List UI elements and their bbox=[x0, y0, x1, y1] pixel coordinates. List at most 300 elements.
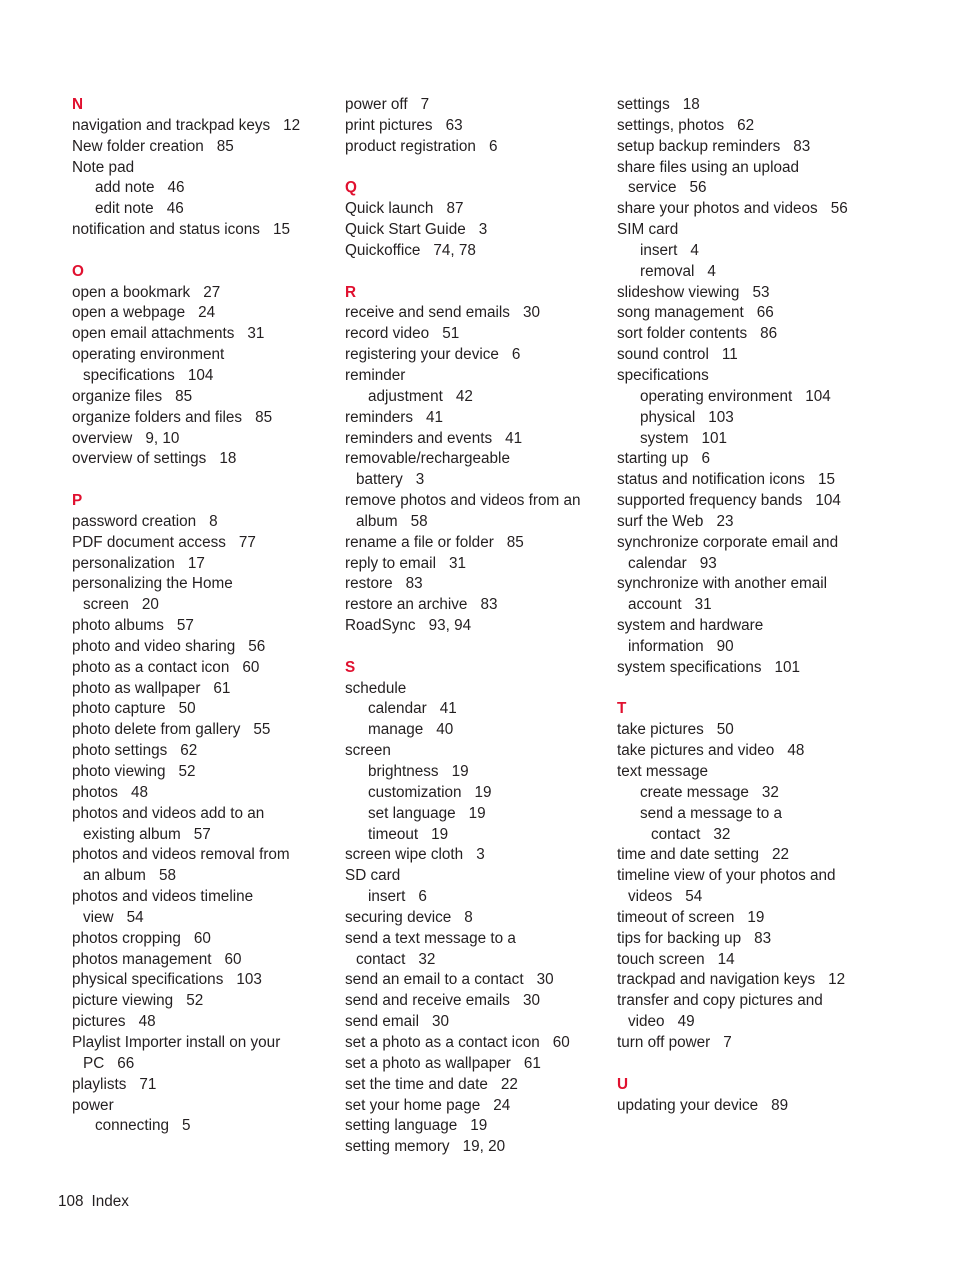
entry-page-ref: 7 bbox=[420, 96, 430, 113]
entry-term: time and date setting bbox=[617, 846, 760, 864]
entry-term: account bbox=[628, 596, 682, 614]
index-entry bbox=[617, 845, 917, 866]
entry-term: removable/rechargeable bbox=[345, 450, 510, 468]
entry-page-ref: 19 bbox=[470, 1117, 488, 1135]
entry-term: turn off power bbox=[617, 1033, 711, 1051]
index-entry bbox=[345, 533, 615, 554]
entry-term: adjustment bbox=[368, 387, 443, 405]
index-entry bbox=[345, 866, 615, 887]
index-entry bbox=[617, 1096, 917, 1117]
entry-term: playlists bbox=[72, 1075, 127, 1093]
entry-term: setting memory bbox=[345, 1138, 450, 1156]
index-entry bbox=[72, 554, 342, 575]
index-subentry bbox=[345, 825, 615, 846]
entry-term: status and notification icons bbox=[617, 471, 805, 489]
entry-page-ref: 27 bbox=[203, 283, 221, 301]
section-gap bbox=[345, 262, 615, 283]
entry-page-ref: 6 bbox=[418, 888, 427, 906]
entry-page-ref: 48 bbox=[138, 1013, 156, 1031]
entry-page-ref: 24 bbox=[198, 304, 216, 322]
entry-page-ref: 41 bbox=[505, 429, 523, 447]
entry-page-ref: 85 bbox=[255, 408, 273, 426]
index-entry bbox=[345, 366, 615, 387]
entry-term: photo viewing bbox=[72, 763, 166, 780]
entry-page-ref: 6 bbox=[701, 450, 710, 468]
entry-term: schedule bbox=[345, 679, 407, 697]
index-subentry bbox=[617, 408, 917, 429]
index-subentry bbox=[617, 637, 917, 658]
entry-term: share your photos and videos bbox=[617, 200, 818, 218]
entry-page-ref: 62 bbox=[737, 116, 755, 134]
entry-term: video bbox=[628, 1013, 665, 1031]
entry-term: New folder creation bbox=[72, 137, 204, 155]
entry-term: supported frequency bands bbox=[617, 492, 803, 510]
entry-page-ref: 54 bbox=[685, 888, 703, 906]
entry-term: transfer and copy pictures and bbox=[617, 992, 823, 1010]
index-entry bbox=[72, 449, 342, 470]
entry-term: reminders bbox=[345, 408, 414, 426]
entry-term: send an email to a contact bbox=[345, 971, 524, 989]
entry-page-ref: 24 bbox=[493, 1096, 511, 1114]
index-entry bbox=[617, 137, 917, 158]
entry-term: song management bbox=[617, 304, 744, 322]
entry-term: navigation and trackpad keys bbox=[72, 116, 271, 134]
index-entry bbox=[72, 533, 342, 554]
entry-page-ref: 42 bbox=[455, 387, 473, 405]
entry-page-ref: 48 bbox=[130, 783, 148, 801]
entry-term: system and hardware bbox=[617, 617, 764, 635]
index-entry bbox=[617, 970, 917, 991]
entry-term: slideshow viewing bbox=[617, 283, 740, 301]
index-entry bbox=[345, 429, 615, 450]
entry-page-ref: 58 bbox=[158, 867, 176, 885]
index-subentry bbox=[72, 1054, 342, 1075]
entry-term: photo and video sharing bbox=[72, 637, 236, 655]
entry-term: add note bbox=[95, 179, 155, 197]
entry-page-ref: 52 bbox=[178, 763, 196, 780]
entry-page-ref: 20 bbox=[141, 596, 159, 614]
entry-term: Note pad bbox=[72, 158, 135, 176]
entry-page-ref: 32 bbox=[761, 783, 779, 801]
entry-term: touch screen bbox=[617, 950, 705, 968]
entry-term: organize folders and files bbox=[72, 408, 243, 426]
index-entry bbox=[345, 679, 615, 700]
entry-term: product registration bbox=[345, 137, 476, 155]
entry-page-ref: 30 bbox=[536, 971, 554, 989]
index-subentry bbox=[72, 1116, 342, 1137]
entry-term: text message bbox=[617, 763, 708, 780]
entry-term: rename a file or folder bbox=[345, 533, 494, 551]
index-entry bbox=[72, 429, 342, 450]
entry-page-ref: 61 bbox=[213, 679, 231, 697]
entry-page-ref: 12 bbox=[828, 971, 846, 989]
entry-term: operating environment bbox=[640, 387, 793, 405]
entry-term: service bbox=[628, 179, 677, 197]
entry-page-ref: 31 bbox=[448, 554, 466, 572]
entry-page-ref: 17 bbox=[187, 554, 205, 572]
page-footer bbox=[58, 1191, 129, 1213]
entry-page-ref: 58 bbox=[410, 512, 428, 530]
entry-term: reminder bbox=[345, 366, 406, 384]
entry-page-ref: 56 bbox=[830, 200, 848, 218]
entry-page-ref: 74, 78 bbox=[433, 241, 476, 259]
index-letter-heading: Q bbox=[345, 179, 357, 197]
entry-term: securing device bbox=[345, 908, 452, 926]
entry-term: specifications bbox=[617, 366, 709, 384]
entry-term: photo capture bbox=[72, 700, 166, 718]
index-subentry bbox=[72, 825, 342, 846]
index-letter-heading: P bbox=[72, 492, 83, 510]
index-subentry bbox=[345, 470, 615, 491]
entry-term: timeout of screen bbox=[617, 908, 735, 926]
entry-page-ref: 32 bbox=[418, 950, 436, 968]
entry-term: screen bbox=[83, 596, 129, 614]
footer-label: Index bbox=[91, 1193, 129, 1210]
index-subentry bbox=[345, 512, 615, 533]
index-entry bbox=[617, 449, 917, 470]
index-subentry bbox=[617, 783, 917, 804]
entry-term: sort folder contents bbox=[617, 325, 748, 343]
section-gap bbox=[72, 470, 342, 491]
index-letter-heading: N bbox=[72, 96, 84, 113]
index-entry bbox=[345, 616, 615, 637]
entry-term: PC bbox=[83, 1054, 105, 1072]
page-number: 108 bbox=[58, 1193, 84, 1210]
entry-page-ref: 85 bbox=[175, 387, 193, 405]
entry-term: photos and videos timeline bbox=[72, 888, 254, 906]
index-subentry bbox=[617, 1012, 917, 1033]
entry-page-ref: 85 bbox=[506, 533, 524, 551]
entry-term: view bbox=[83, 908, 114, 926]
index-entry bbox=[72, 699, 342, 720]
entry-term: organize files bbox=[72, 387, 163, 405]
entry-term: restore bbox=[345, 575, 393, 593]
index-entry bbox=[72, 137, 342, 158]
entry-term: remove photos and videos from an bbox=[345, 492, 581, 510]
entry-page-ref: 50 bbox=[178, 700, 196, 718]
index-entry bbox=[345, 1033, 615, 1054]
entry-term: system specifications bbox=[617, 658, 762, 676]
index-entry bbox=[617, 866, 917, 887]
entry-page-ref: 9, 10 bbox=[145, 429, 180, 447]
entry-term: information bbox=[628, 637, 704, 655]
entry-page-ref: 60 bbox=[242, 658, 260, 676]
entry-term: power off bbox=[345, 96, 408, 113]
index-entry bbox=[345, 908, 615, 929]
index-entry bbox=[617, 929, 917, 950]
index-letter-heading: O bbox=[72, 262, 84, 280]
index-entry bbox=[345, 1096, 615, 1117]
entry-page-ref: 60 bbox=[193, 929, 211, 947]
index-subentry bbox=[617, 387, 917, 408]
index-entry bbox=[72, 741, 342, 762]
entry-page-ref: 48 bbox=[787, 742, 805, 760]
entry-page-ref: 83 bbox=[793, 137, 811, 155]
entry-page-ref: 22 bbox=[772, 846, 790, 864]
index-subentry bbox=[72, 199, 342, 220]
entry-page-ref: 51 bbox=[442, 325, 460, 343]
index-entry bbox=[72, 1075, 342, 1096]
entry-page-ref: 66 bbox=[756, 304, 774, 322]
entry-term: photo delete from gallery bbox=[72, 721, 241, 739]
entry-page-ref: 19 bbox=[474, 783, 492, 801]
index-subentry bbox=[345, 762, 615, 783]
index-entry bbox=[345, 970, 615, 991]
entry-page-ref: 14 bbox=[717, 950, 735, 968]
index-entry bbox=[72, 116, 342, 137]
entry-term: photo albums bbox=[72, 617, 164, 635]
index-entry bbox=[345, 241, 615, 262]
entry-term: send a text message to a bbox=[345, 929, 516, 947]
index-subentry bbox=[72, 178, 342, 199]
index-entry bbox=[72, 158, 342, 179]
entry-term: setting language bbox=[345, 1117, 458, 1135]
entry-page-ref: 57 bbox=[193, 825, 211, 843]
entry-page-ref: 104 bbox=[815, 492, 841, 510]
index-letter-heading: S bbox=[345, 658, 356, 676]
entry-page-ref: 30 bbox=[431, 1013, 449, 1031]
index-entry bbox=[72, 408, 342, 429]
entry-page-ref: 41 bbox=[439, 700, 457, 718]
entry-term: picture viewing bbox=[72, 992, 174, 1010]
entry-term: operating environment bbox=[72, 346, 225, 364]
entry-term: receive and send emails bbox=[345, 304, 510, 322]
entry-term: an album bbox=[83, 867, 146, 885]
entry-term: edit note bbox=[95, 200, 154, 218]
entry-page-ref: 93 bbox=[699, 554, 717, 572]
entry-term: power bbox=[72, 1096, 114, 1114]
entry-page-ref: 3 bbox=[476, 846, 485, 864]
entry-page-ref: 52 bbox=[186, 992, 204, 1010]
entry-page-ref: 8 bbox=[209, 512, 218, 530]
entry-term: Quickoffice bbox=[345, 241, 421, 259]
index-subentry bbox=[72, 908, 342, 929]
index-entry bbox=[345, 1054, 615, 1075]
index-subentry bbox=[72, 866, 342, 887]
index-subentry bbox=[617, 554, 917, 575]
entry-term: photo as a contact icon bbox=[72, 658, 230, 676]
index-entry bbox=[72, 845, 342, 866]
entry-page-ref: 30 bbox=[522, 304, 540, 322]
entry-page-ref: 56 bbox=[689, 179, 707, 197]
index-entry bbox=[72, 887, 342, 908]
index-entry bbox=[345, 845, 615, 866]
index-letter-heading: T bbox=[617, 700, 627, 718]
index-entry bbox=[72, 345, 342, 366]
index-subentry bbox=[345, 720, 615, 741]
index-letter-heading: R bbox=[345, 283, 357, 301]
entry-term: manage bbox=[368, 721, 424, 739]
entry-page-ref: 46 bbox=[166, 200, 184, 218]
index-subentry bbox=[617, 241, 917, 262]
entry-term: calendar bbox=[368, 700, 427, 718]
entry-term: overview bbox=[72, 429, 133, 447]
entry-page-ref: 103 bbox=[708, 408, 734, 426]
section-gap bbox=[72, 241, 342, 262]
index-entry bbox=[72, 720, 342, 741]
entry-term: set the time and date bbox=[345, 1075, 488, 1093]
entry-term: send email bbox=[345, 1013, 419, 1031]
entry-page-ref: 11 bbox=[721, 346, 738, 364]
index-entry bbox=[617, 95, 917, 116]
entry-term: record video bbox=[345, 325, 430, 343]
entry-page-ref: 61 bbox=[523, 1054, 541, 1072]
index-entry bbox=[345, 95, 615, 116]
index-entry bbox=[345, 929, 615, 950]
index-entry bbox=[617, 950, 917, 971]
index-entry bbox=[345, 1075, 615, 1096]
index-entry bbox=[617, 512, 917, 533]
entry-term: Playlist Importer install on your bbox=[72, 1033, 281, 1051]
entry-term: removal bbox=[640, 262, 695, 280]
index-column-2 bbox=[345, 95, 615, 1158]
entry-term: photos management bbox=[72, 950, 212, 968]
entry-page-ref: 104 bbox=[187, 366, 214, 384]
entry-term: physical bbox=[640, 408, 696, 426]
index-entry bbox=[72, 303, 342, 324]
index-entry bbox=[617, 991, 917, 1012]
index-entry bbox=[345, 574, 615, 595]
entry-term: battery bbox=[356, 471, 403, 489]
entry-term: PDF document access bbox=[72, 533, 226, 551]
entry-term: registering your device bbox=[345, 346, 499, 364]
index-entry bbox=[345, 116, 615, 137]
entry-page-ref: 83 bbox=[405, 575, 423, 593]
entry-page-ref: 63 bbox=[445, 116, 463, 134]
index-subentry bbox=[345, 887, 615, 908]
index-entry bbox=[617, 303, 917, 324]
entry-page-ref: 89 bbox=[771, 1096, 789, 1114]
entry-term: take pictures bbox=[617, 721, 704, 739]
entry-term: personalization bbox=[72, 554, 175, 572]
entry-page-ref: 6 bbox=[511, 346, 521, 364]
entry-page-ref: 55 bbox=[253, 721, 271, 739]
entry-page-ref: 41 bbox=[426, 408, 444, 426]
entry-term: reminders and events bbox=[345, 429, 493, 447]
index-entry bbox=[617, 366, 917, 387]
entry-page-ref: 18 bbox=[219, 450, 237, 468]
entry-term: set a photo as wallpaper bbox=[345, 1054, 511, 1072]
index-entry bbox=[345, 345, 615, 366]
entry-page-ref: 3 bbox=[478, 221, 488, 239]
index-entry bbox=[617, 616, 917, 637]
entry-page-ref: 8 bbox=[464, 908, 473, 926]
entry-page-ref: 4 bbox=[690, 241, 699, 259]
index-entry bbox=[72, 804, 342, 825]
entry-term: specifications bbox=[83, 366, 175, 384]
index-entry bbox=[617, 199, 917, 220]
entry-term: synchronize corporate email and bbox=[617, 533, 839, 551]
entry-term: screen bbox=[345, 742, 391, 760]
index-entry bbox=[72, 679, 342, 700]
section-gap bbox=[617, 679, 917, 700]
index-subentry bbox=[617, 887, 917, 908]
entry-page-ref: 62 bbox=[180, 742, 198, 760]
entry-term: photos bbox=[72, 783, 118, 801]
entry-term: notification and status icons bbox=[72, 221, 260, 239]
index-entry bbox=[345, 741, 615, 762]
index-entry bbox=[72, 1033, 342, 1054]
entry-term: customization bbox=[368, 783, 462, 801]
entry-page-ref: 93, 94 bbox=[428, 617, 472, 635]
entry-term: Quick launch bbox=[345, 200, 434, 218]
section-gap bbox=[617, 1054, 917, 1075]
index-subentry bbox=[617, 178, 917, 199]
index-entry bbox=[345, 554, 615, 575]
entry-term: existing album bbox=[83, 825, 181, 843]
entry-term: overview of settings bbox=[72, 450, 207, 468]
index-entry bbox=[345, 199, 615, 220]
entry-term: personalizing the Home bbox=[72, 575, 233, 593]
entry-page-ref: 12 bbox=[283, 116, 301, 134]
index-entry bbox=[617, 1033, 917, 1054]
entry-page-ref: 30 bbox=[522, 992, 540, 1010]
index-entry bbox=[72, 616, 342, 637]
entry-page-ref: 103 bbox=[236, 971, 262, 989]
index-entry bbox=[72, 512, 342, 533]
entry-page-ref: 19 bbox=[451, 763, 469, 780]
entry-page-ref: 104 bbox=[805, 387, 831, 405]
entry-term: timeline view of your photos and bbox=[617, 867, 836, 885]
entry-term: synchronize with another email bbox=[617, 575, 828, 593]
entry-term: photos and videos add to an bbox=[72, 804, 265, 822]
index-entry bbox=[617, 220, 917, 241]
entry-term: set your home page bbox=[345, 1096, 481, 1114]
entry-page-ref: 7 bbox=[723, 1033, 732, 1051]
entry-term: create message bbox=[640, 783, 749, 801]
index-entry bbox=[617, 158, 917, 179]
section-gap bbox=[345, 637, 615, 658]
entry-term: sound control bbox=[617, 346, 709, 364]
index-entry bbox=[617, 908, 917, 929]
entry-page-ref: 60 bbox=[552, 1033, 570, 1051]
entry-page-ref: 56 bbox=[248, 637, 266, 655]
entry-page-ref: 101 bbox=[701, 429, 727, 447]
entry-page-ref: 31 bbox=[247, 325, 265, 343]
entry-term: open a bookmark bbox=[72, 283, 191, 301]
entry-term: photo settings bbox=[72, 742, 168, 760]
entry-page-ref: 6 bbox=[488, 137, 498, 155]
entry-term: share files using an upload bbox=[617, 158, 799, 176]
entry-page-ref: 49 bbox=[677, 1013, 695, 1031]
entry-page-ref: 19 bbox=[431, 825, 449, 843]
index-entry bbox=[345, 303, 615, 324]
index-subentry bbox=[345, 804, 615, 825]
index-subentry bbox=[72, 366, 342, 387]
entry-term: updating your device bbox=[617, 1096, 759, 1114]
index-subentry bbox=[345, 783, 615, 804]
entry-term: connecting bbox=[95, 1117, 169, 1135]
entry-term: tips for backing up bbox=[617, 929, 742, 947]
index-subentry bbox=[345, 699, 615, 720]
entry-page-ref: 4 bbox=[707, 262, 716, 280]
entry-page-ref: 15 bbox=[817, 471, 835, 489]
entry-term: settings, photos bbox=[617, 116, 725, 134]
entry-page-ref: 18 bbox=[682, 96, 700, 113]
index-subentry bbox=[617, 825, 917, 846]
index-entry bbox=[72, 991, 342, 1012]
entry-term: photos cropping bbox=[72, 929, 181, 947]
index-subentry bbox=[617, 429, 917, 450]
entry-page-ref: 66 bbox=[117, 1054, 135, 1072]
entry-page-ref: 83 bbox=[480, 596, 498, 614]
index-entry bbox=[72, 324, 342, 345]
index-entry bbox=[72, 658, 342, 679]
index-entry bbox=[72, 637, 342, 658]
index-column-1 bbox=[72, 95, 342, 1137]
entry-term: system bbox=[640, 429, 689, 447]
entry-term: send and receive emails bbox=[345, 992, 510, 1010]
